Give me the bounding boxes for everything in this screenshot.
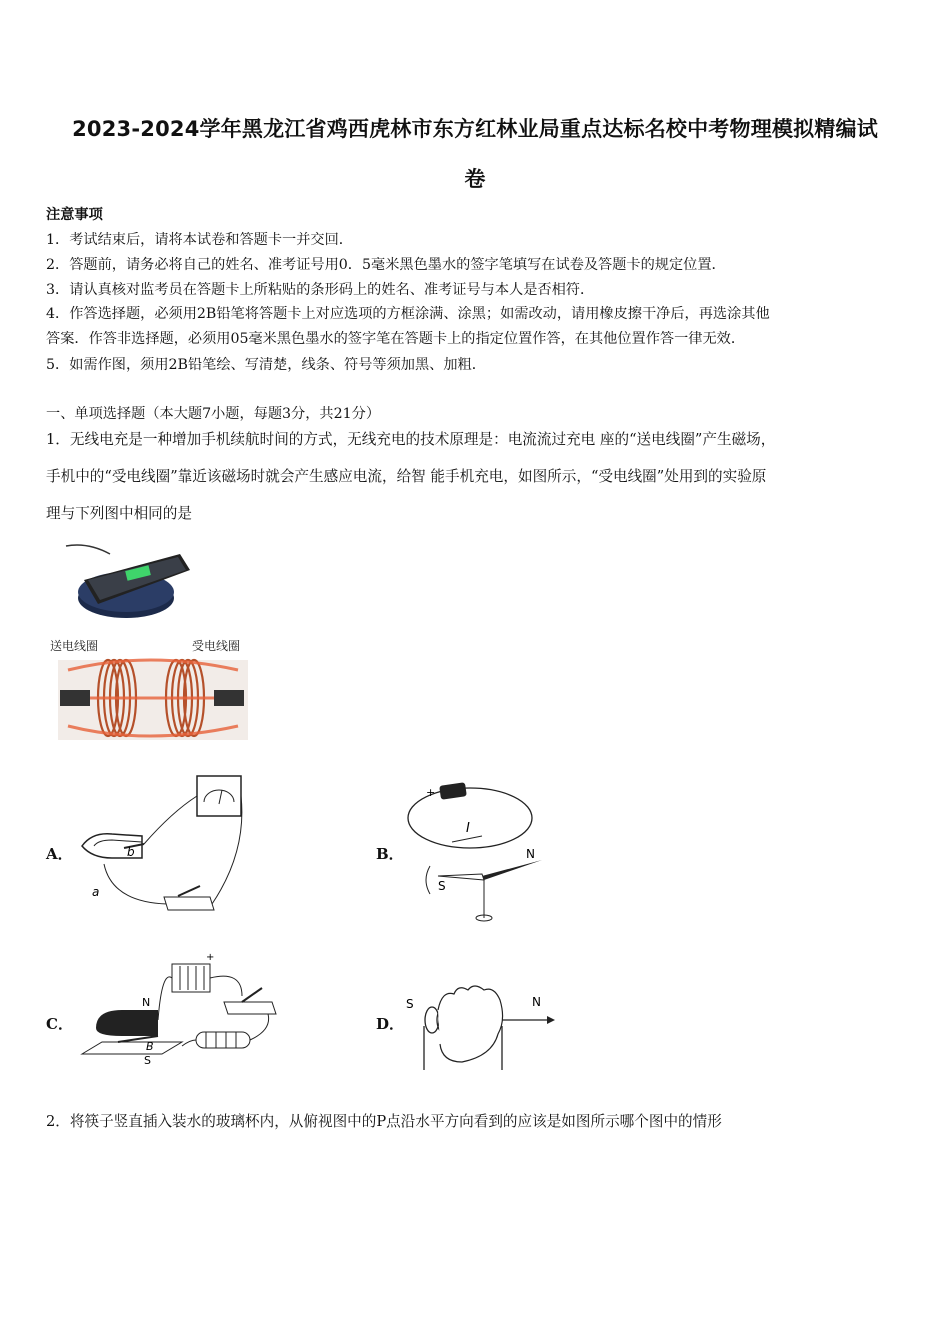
- compass-needle: [482, 860, 542, 880]
- question-1-line: 手机中的“受电线圈”靠近该磁场时就会产生感应电流，给智 能手机充电，如图所示，“受电线圈”处用到的实验原: [46, 468, 767, 485]
- mark-b: B: [146, 1040, 154, 1053]
- option-a-label: A．: [46, 845, 73, 863]
- option-a-figure: [72, 772, 252, 922]
- notice-item: 答案．作答非选择题，必须用05毫米黑色墨水的签字笔在答题卡上的指定位置作答，在其他位置作答一律无效．: [46, 331, 746, 347]
- send-coil-label: 送电线圈: [50, 639, 99, 653]
- battery-plus: +: [206, 952, 215, 963]
- mark-a: a: [92, 885, 100, 899]
- battery-plus: +: [426, 786, 436, 799]
- pole-n: N: [142, 996, 151, 1009]
- pole-n: N: [532, 995, 541, 1009]
- needle-s: S: [438, 879, 446, 893]
- mark-b: b: [127, 845, 135, 859]
- exam-title-line2: 卷: [464, 167, 486, 191]
- question-2-text: 2．将筷子竖直插入装水的玻璃杯内，从俯视图中的P点沿水平方向看到的应该是如图所示哪个图中的情形: [46, 1113, 722, 1130]
- current-label: I: [466, 821, 470, 836]
- option-b-figure: [402, 780, 562, 925]
- horseshoe-magnet: [96, 1010, 158, 1036]
- option-b-label: B．: [376, 845, 404, 863]
- notice-heading: 注意事项: [46, 207, 103, 223]
- receive-coil-label: 受电线圈: [192, 639, 241, 653]
- pole-s: S: [406, 997, 414, 1011]
- question-1-line: 1．无线电充是一种增加手机续航时间的方式，无线充电的技术原理是：电流流过充电 座的“送电线圈”产生磁场，: [46, 431, 776, 448]
- switch: [224, 1002, 276, 1014]
- question-1-line: 理与下列图中相同的是: [46, 505, 192, 522]
- option-d-figure: [402, 970, 562, 1075]
- exam-title-line1: 2023-2024学年黑龙江省鸡西虎林市东方红林业局重点达标名校中考物理模拟精编试: [72, 117, 878, 141]
- right-hand: [438, 986, 503, 1062]
- option-d-label: D．: [376, 1015, 405, 1033]
- notice-item: 3．请认真核对监考员在答题卡上所粘贴的条形码上的姓名、准考证号与本人是否相符．: [46, 282, 595, 298]
- section-heading: 一、单项选择题（本大题7小题，每题3分，共21分）: [46, 406, 381, 422]
- needle-n: N: [526, 847, 535, 861]
- galvanometer: [197, 776, 241, 816]
- notice-item: 1．考试结束后，请将本试卷和答题卡一并交回．: [46, 232, 353, 248]
- notice-item: 4．作答选择题，必须用2B铅笔将答题卡上对应选项的方框涂满、涂黑；如需改动，请用橡皮擦干净后，再选涂其他: [46, 306, 770, 322]
- option-c-figure: [72, 950, 282, 1075]
- wireless-charging-figure: [48, 540, 258, 745]
- rheostat: [196, 1032, 250, 1048]
- switch: [164, 897, 214, 910]
- pole-s: S: [144, 1054, 151, 1067]
- notice-item: 2．答题前，请务必将自己的姓名、准考证号用0．5毫米黑色墨水的签字笔填写在试卷及答题卡的规定位置．: [46, 257, 726, 273]
- notice-item: 5．如需作图，须用2B铅笔绘、写清楚，线条、符号等须加黑、加粗．: [46, 357, 486, 373]
- option-c-label: C．: [46, 1015, 73, 1033]
- battery: [439, 782, 467, 799]
- base-board: [82, 1042, 182, 1054]
